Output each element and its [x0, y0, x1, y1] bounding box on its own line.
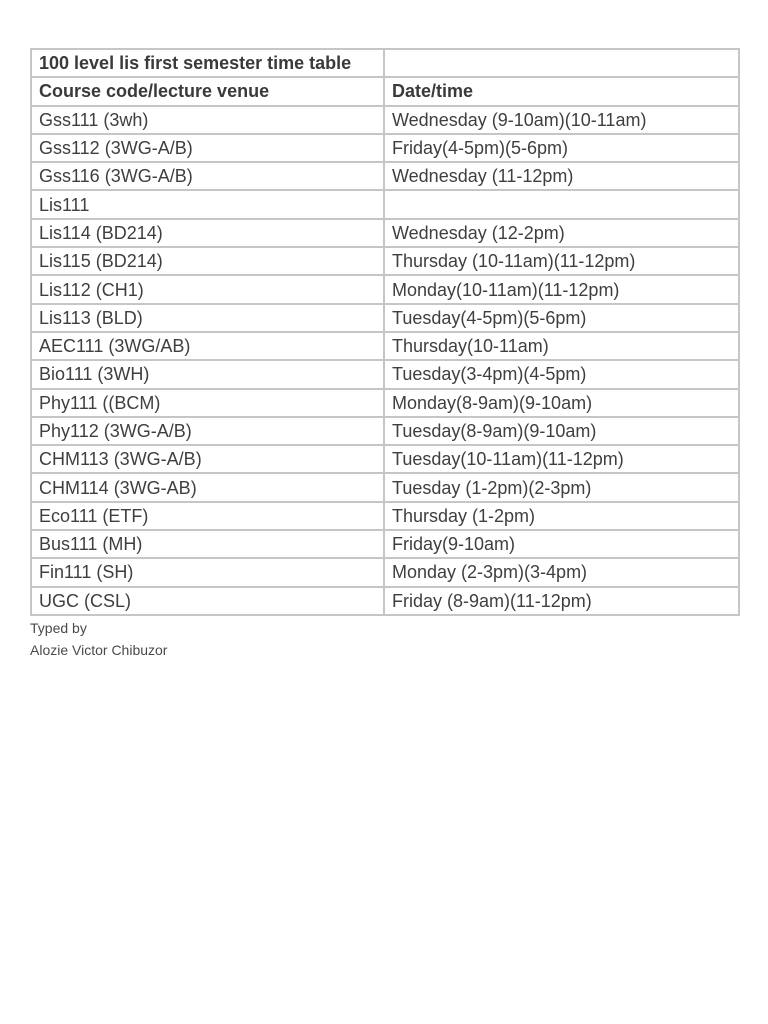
- header-datetime: Date/time: [384, 77, 739, 105]
- datetime-cell: Thursday (1-2pm): [384, 502, 739, 530]
- table-row: [31, 134, 739, 162]
- datetime-cell: Friday (8-9am)(11-12pm): [384, 587, 739, 615]
- title-row: [31, 49, 739, 77]
- datetime-cell: Thursday (10-11am)(11-12pm): [384, 247, 739, 275]
- table-row: [31, 587, 739, 615]
- course-cell: Eco111 (ETF): [31, 502, 384, 530]
- table-title-right-cell: [384, 49, 739, 77]
- course-cell: CHM113 (3WG-A/B): [31, 445, 384, 473]
- table-row: [31, 247, 739, 275]
- course-cell: Lis112 (CH1): [31, 275, 384, 303]
- datetime-cell: Tuesday(4-5pm)(5-6pm): [384, 304, 739, 332]
- table-row: [31, 275, 739, 303]
- table-row: [31, 219, 739, 247]
- author-name: Alozie Victor Chibuzor: [30, 641, 168, 658]
- table-row: [31, 530, 739, 558]
- timetable: [30, 48, 740, 616]
- document-page: [30, 48, 738, 661]
- table-row: [31, 417, 739, 445]
- header-row: [31, 77, 739, 105]
- table-row: [31, 502, 739, 530]
- header-course: Course code/lecture venue: [31, 77, 384, 105]
- course-cell: Gss116 (3WG-A/B): [31, 162, 384, 190]
- course-cell: Lis115 (BD214): [31, 247, 384, 275]
- datetime-cell: Friday(9-10am): [384, 530, 739, 558]
- datetime-cell: Monday (2-3pm)(3-4pm): [384, 558, 739, 586]
- datetime-cell: Wednesday (12-2pm): [384, 219, 739, 247]
- datetime-cell: Thursday(10-11am): [384, 332, 739, 360]
- table-row: [31, 445, 739, 473]
- course-cell: Phy111 ((BCM): [31, 389, 384, 417]
- footer: [30, 617, 738, 661]
- course-cell: CHM114 (3WG-AB): [31, 473, 384, 501]
- table-row: [31, 106, 739, 134]
- datetime-cell: Tuesday(10-11am)(11-12pm): [384, 445, 739, 473]
- datetime-cell: Tuesday (1-2pm)(2-3pm): [384, 473, 739, 501]
- datetime-cell: Monday(8-9am)(9-10am): [384, 389, 739, 417]
- table-row: [31, 360, 739, 388]
- table-row: [31, 162, 739, 190]
- datetime-cell: Monday(10-11am)(11-12pm): [384, 275, 739, 303]
- course-cell: Lis113 (BLD): [31, 304, 384, 332]
- course-cell: Bus111 (MH): [31, 530, 384, 558]
- course-cell: UGC (CSL): [31, 587, 384, 615]
- table-row: [31, 190, 739, 218]
- table-title: 100 level lis first semester time table: [31, 49, 384, 77]
- typed-by-label: Typed by: [30, 619, 87, 636]
- timetable-body: [31, 49, 739, 615]
- datetime-cell: Tuesday(8-9am)(9-10am): [384, 417, 739, 445]
- table-row: [31, 304, 739, 332]
- course-cell: Gss111 (3wh): [31, 106, 384, 134]
- datetime-cell: Wednesday (11-12pm): [384, 162, 739, 190]
- course-cell: Phy112 (3WG-A/B): [31, 417, 384, 445]
- course-cell: Lis114 (BD214): [31, 219, 384, 247]
- course-cell: Fin111 (SH): [31, 558, 384, 586]
- table-row: [31, 558, 739, 586]
- course-cell: Gss112 (3WG-A/B): [31, 134, 384, 162]
- table-row: [31, 332, 739, 360]
- course-cell: AEC111 (3WG/AB): [31, 332, 384, 360]
- datetime-cell: Wednesday (9-10am)(10-11am): [384, 106, 739, 134]
- datetime-cell: Tuesday(3-4pm)(4-5pm): [384, 360, 739, 388]
- datetime-cell: [384, 190, 739, 218]
- course-cell: Bio111 (3WH): [31, 360, 384, 388]
- table-row: [31, 473, 739, 501]
- course-cell: Lis111: [31, 190, 384, 218]
- datetime-cell: Friday(4-5pm)(5-6pm): [384, 134, 739, 162]
- table-row: [31, 389, 739, 417]
